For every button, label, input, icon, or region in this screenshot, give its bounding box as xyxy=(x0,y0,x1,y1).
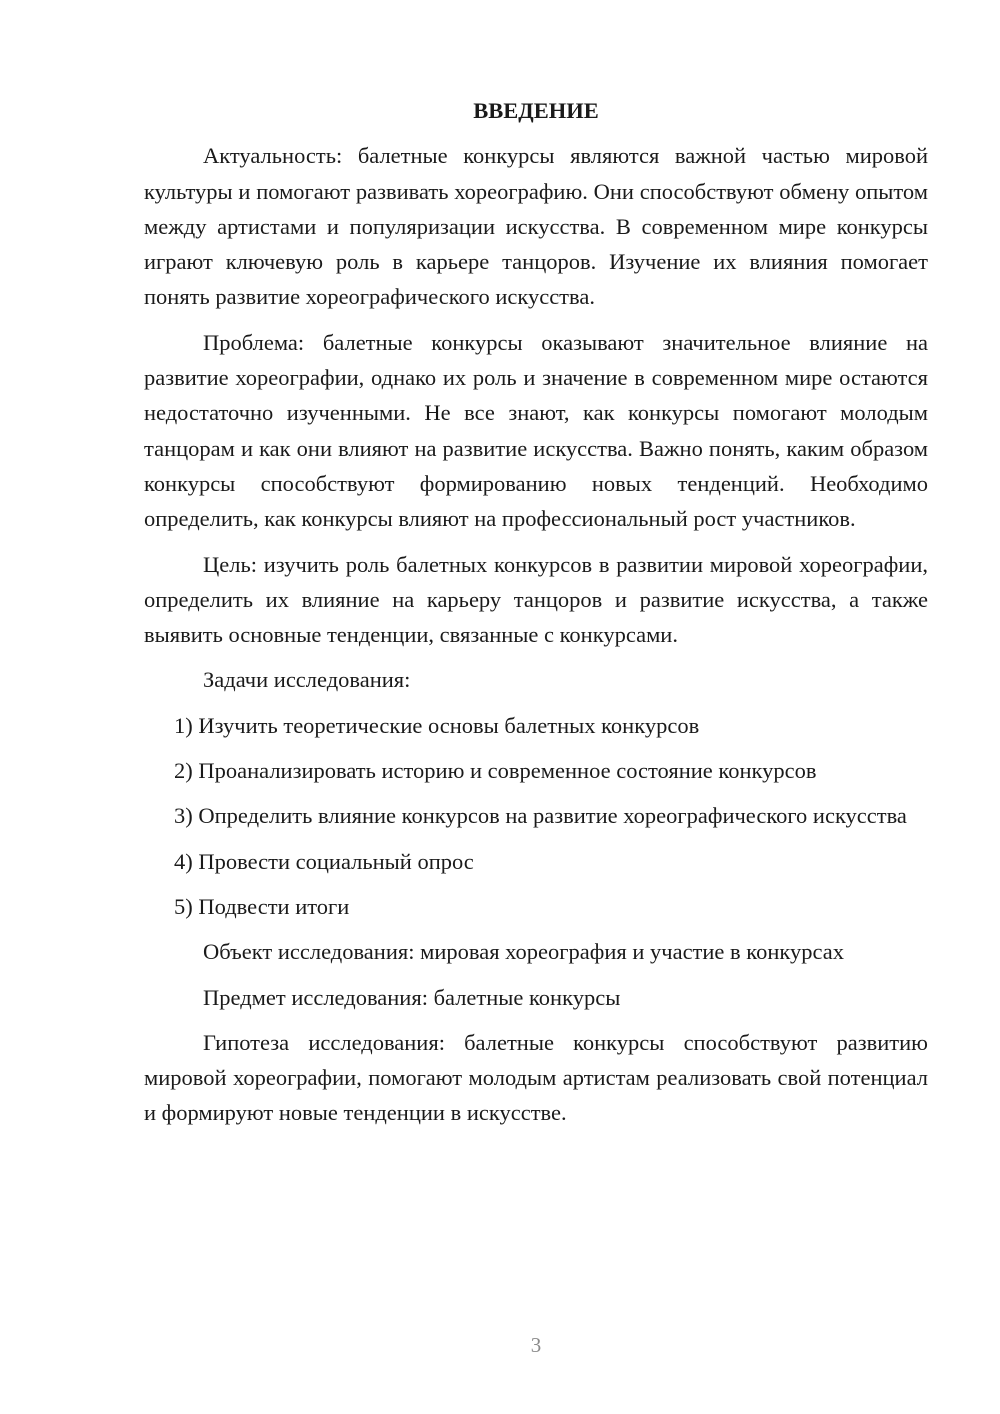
goal-paragraph: Цель: изучить роль балетных конкурсов в развитии мировой хореографии, определить их влияние на карьеру танцоров и развитие искусства, а также выявить основные тенденции, связанные с конкурсами. xyxy=(144,551,928,648)
relevance-paragraph: Актуальность: балетные конкурсы являются важной частью мировой культуры и помогают развивать хореографию. Они способствуют обмену опытом между артистами и популяризации искусства. В современном мире конкурсы играют ключевую роль в карьере танцоров. Изучение их влияния помогает понять развитие хореографического искусства. xyxy=(144,143,928,310)
hypothesis-paragraph: Гипотеза исследования: балетные конкурсы способствуют развитию мировой хореографии, помогают молодым артистам реализовать свой потенциал и формируют новые тенденции в искусстве. xyxy=(144,1029,928,1126)
task-item-2: 2) Проанализировать историю и современное состояние конкурсов xyxy=(174,758,817,784)
section-title: ВВЕДЕНИЕ xyxy=(473,98,599,123)
task-item-5: 5) Подвести итоги xyxy=(174,893,350,919)
object-line: Объект исследования: мировая хореография и участие в конкурсах xyxy=(203,939,844,965)
page-content xyxy=(144,93,928,1141)
task-item-3: 3) Определить влияние конкурсов на развитие хореографического искусства xyxy=(174,803,907,829)
problem-paragraph: Проблема: балетные конкурсы оказывают значительное влияние на развитие хореографии, однако их роль и значение в современном мире остаются недостаточно изученными. Не все знают, как конкурсы помогают молодым танцорам и как они влияют на развитие искусства. Важно понять, каким образом конкурсы способствуют формированию новых тенденций. Необходимо определить, как конкурсы влияют на профессиональный рост участников. xyxy=(144,329,928,532)
tasks-heading: Задачи исследования: xyxy=(203,667,411,693)
task-item-1: 1) Изучить теоретические основы балетных конкурсов xyxy=(174,712,700,738)
page-number: 3 xyxy=(530,1333,542,1357)
task-item-4: 4) Провести социальный опрос xyxy=(174,848,474,874)
subject-line: Предмет исследования: балетные конкурсы xyxy=(203,984,621,1010)
